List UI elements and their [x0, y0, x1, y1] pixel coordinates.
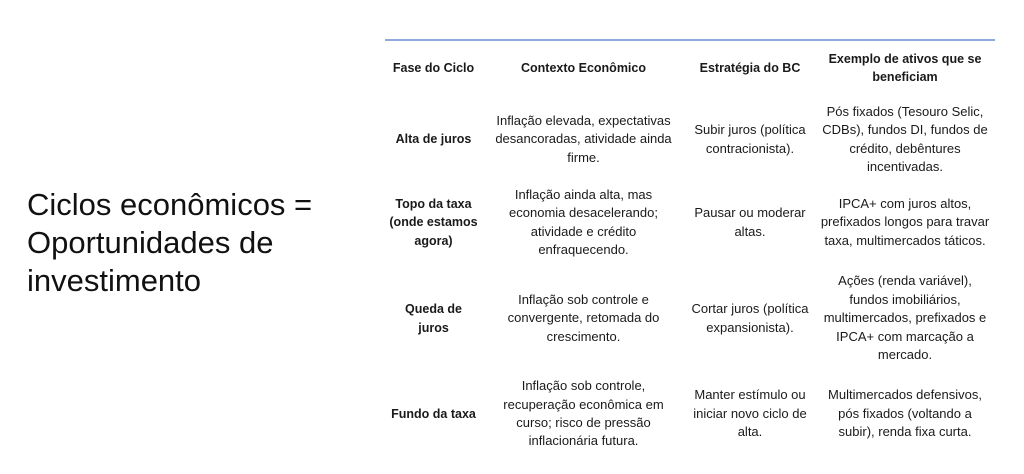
cell-line: multimercados, prefixados e	[823, 310, 987, 326]
header-cell-fase	[385, 41, 482, 94]
cell-line: pós fixados (voltando a	[838, 405, 972, 421]
cell-contexto	[482, 94, 685, 185]
economic-cycles-table	[385, 41, 995, 451]
header-cell-contexto	[482, 41, 685, 94]
header-label: Fase do Ciclo	[392, 60, 475, 75]
table-row-topo-da-taxa	[385, 185, 995, 260]
cell-line: economia desacelerando;	[509, 205, 658, 221]
cell-line: agora)	[414, 233, 453, 248]
slide-title	[27, 186, 357, 300]
cell-line: fundos imobiliários,	[849, 291, 961, 307]
cell-line: Ações (renda variável),	[838, 273, 972, 289]
cell-estrategia	[685, 377, 815, 451]
header-label: Estratégia do BC	[699, 60, 801, 75]
cell-line: Cortar juros (política	[691, 301, 809, 317]
cell-line: crescimento.	[546, 328, 621, 344]
table-header-row	[385, 41, 995, 94]
cell-line: Inflação sob controle e	[518, 291, 649, 307]
cell-line: curso; risco de pressão	[516, 415, 651, 430]
cell-line: subir), renda fixa curta.	[838, 424, 972, 440]
cell-estrategia	[685, 260, 815, 377]
table-row-fundo-da-taxa	[385, 377, 995, 451]
cell-line: Topo da taxa	[395, 196, 472, 211]
cell-line: mercado.	[877, 347, 933, 363]
cell-ativos	[815, 260, 995, 377]
table-row-alta-de-juros	[385, 94, 995, 185]
cell-line: Multimercados defensivos,	[828, 387, 982, 403]
slide-title-line: investimento	[27, 263, 202, 298]
cell-line: Inflação sob controle,	[521, 378, 646, 394]
slide-title-line: Ciclos econômicos =	[27, 187, 313, 222]
cell-line: expansionista).	[706, 319, 794, 335]
header-label: Exemplo de ativos que se	[828, 51, 982, 66]
cell-line: IPCA+ com marcação a	[836, 328, 974, 344]
cell-line: incentivadas.	[867, 158, 943, 174]
cell-contexto	[482, 377, 685, 451]
slide-title-line: Oportunidades de	[27, 225, 274, 260]
cell-line: Queda de	[405, 302, 462, 317]
cell-line: recuperação econômica em	[503, 396, 664, 412]
cell-line: enfraquecendo.	[538, 241, 629, 257]
header-cell-ativos	[815, 41, 995, 94]
cell-line: contracionista).	[705, 140, 795, 156]
cell-fase	[385, 377, 482, 451]
cell-contexto	[482, 185, 685, 260]
cell-line: Pausar ou moderar	[694, 205, 806, 221]
cell-line: desancoradas, atividade ainda	[495, 131, 672, 147]
cell-line: Subir juros (política	[694, 122, 806, 138]
header-label: Contexto Econômico	[520, 60, 646, 75]
cell-line: firme.	[567, 149, 600, 165]
cell-contexto	[482, 260, 685, 377]
cell-line: Inflação ainda alta, mas	[514, 186, 653, 202]
cell-line: taxa, multimercados táticos.	[824, 232, 986, 248]
cell-ativos	[815, 185, 995, 260]
cell-ativos	[815, 377, 995, 451]
cell-line: Alta de juros	[395, 132, 472, 147]
cell-line: iniciar novo ciclo de	[693, 405, 807, 421]
cell-line: Pós fixados (Tesouro Selic,	[826, 103, 984, 119]
cell-estrategia	[685, 185, 815, 260]
cell-line: CDBs), fundos DI, fundos de	[822, 122, 988, 138]
cell-line: juros	[418, 320, 449, 335]
cell-line: Fundo da taxa	[391, 406, 476, 421]
cell-line: alta.	[737, 424, 763, 440]
table-row-queda-de-juros	[385, 260, 995, 377]
cell-estrategia	[685, 94, 815, 185]
cell-line: (onde estamos	[389, 215, 478, 230]
cell-line: atividade e crédito	[530, 223, 637, 239]
header-cell-estrategia	[685, 41, 815, 94]
header-label: beneficiam	[872, 69, 938, 84]
cell-line: altas.	[734, 223, 766, 239]
cell-line: prefixados longos para travar	[820, 214, 990, 230]
cell-line: crédito, debêntures	[849, 140, 961, 156]
cell-line: convergente, retomada do	[507, 310, 660, 326]
cell-fase	[385, 94, 482, 185]
cell-fase	[385, 185, 482, 260]
cell-line: inflacionária futura.	[528, 433, 639, 449]
cell-line: IPCA+ com juros altos,	[838, 195, 972, 211]
cell-fase	[385, 260, 482, 377]
cell-line: Inflação elevada, expectativas	[496, 112, 671, 128]
cell-ativos	[815, 94, 995, 185]
cell-line: Manter estímulo ou	[694, 387, 806, 403]
